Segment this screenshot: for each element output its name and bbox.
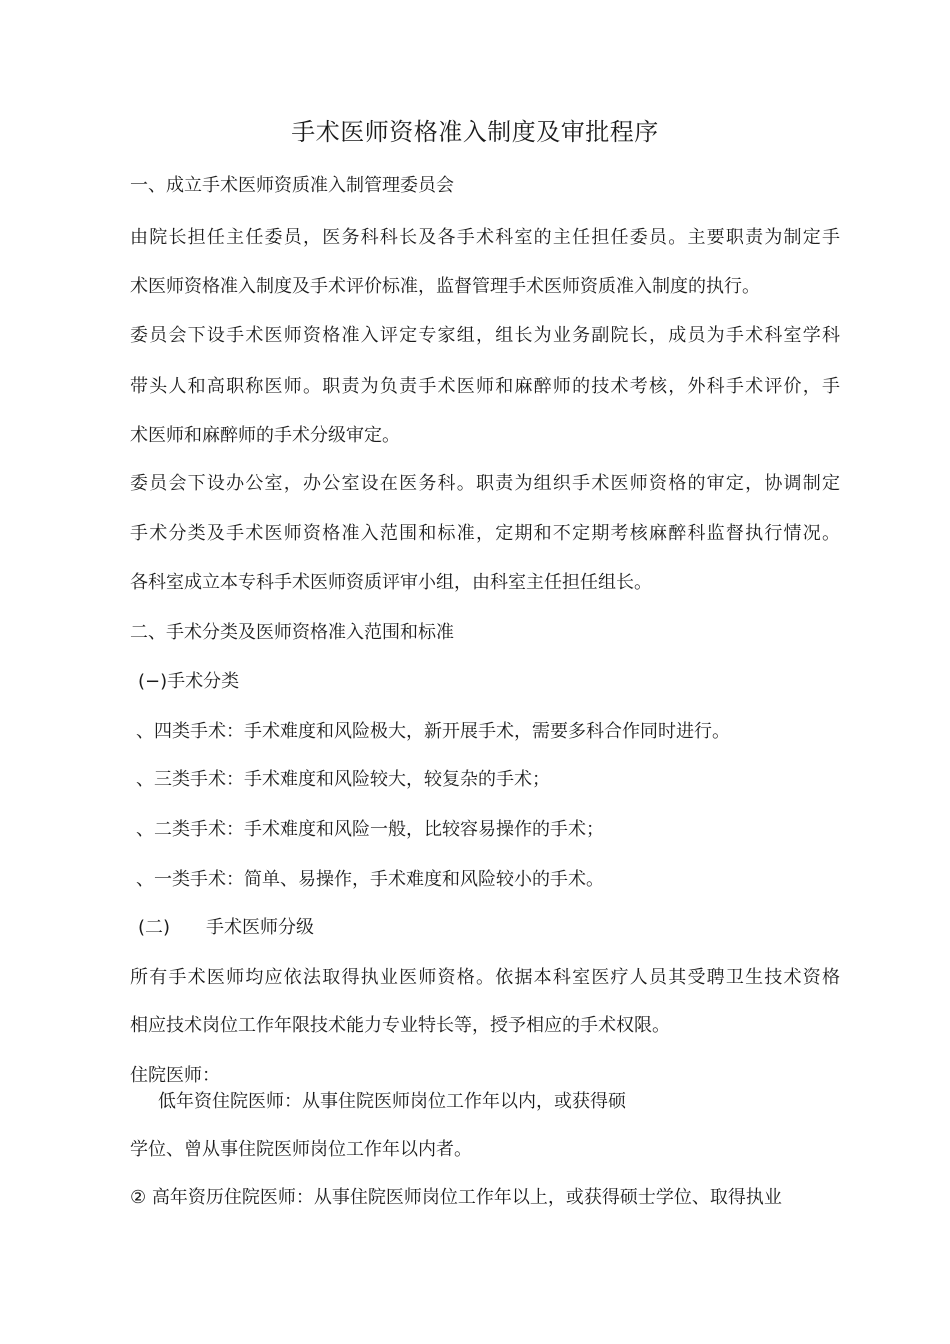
section1-p3-line1: 委员会下设办公室，办公室设在医务科。职责为组织手术医师资格的审定，协调制定 <box>130 473 840 494</box>
section2-heading: 二、手术分类及医师资格准入范围和标准 <box>130 622 454 643</box>
section1-p3-line2: 手术分类及手术医师资格准入范围和标准，定期和不定期考核麻醉科监督执行情况。 <box>130 523 840 544</box>
section1-p1-line2: 术医师资格准入制度及手术评价标准，监督管理手术医师资质准入制度的执行。 <box>130 276 760 297</box>
resident-senior: ② 高年资历住院医师：从事住院医师岗位工作年以上，或获得硕士学位、取得执业 <box>130 1187 782 1208</box>
section1-p2-line2: 带头人和高职称医师。职责为负责手术医师和麻醉师的技术考核，外科手术评价，手 <box>130 376 840 397</box>
list-item: 、四类手术：手术难度和风险极大，新开展手术，需要多科合作同时进行。 <box>136 721 730 742</box>
section2-p5-line1: 所有手术医师均应依法取得执业医师资格。依据本科室医疗人员其受聘卫生技术资格 <box>130 967 840 988</box>
section2-p5-line2: 相应技术岗位工作年限技术能力专业特长等，授予相应的手术权限。 <box>130 1015 670 1036</box>
resident-junior: 低年资住院医师：从事住院医师岗位工作年以内，或获得硕 <box>158 1091 626 1112</box>
subsection-surgery-classification: (−)手术分类 <box>138 671 240 692</box>
list-item: 、二类手术：手术难度和风险一般，比较容易操作的手术； <box>136 819 604 840</box>
subsection-surgeon-grading: 手术医师分级 <box>206 917 314 938</box>
list-item: 、一类手术：简单、易操作，手术难度和风险较小的手术。 <box>136 869 604 890</box>
section1-p2-line3: 术医师和麻醉师的手术分级审定。 <box>130 425 400 446</box>
document-title: 手术医师资格准入制度及审批程序 <box>291 118 659 146</box>
list-item: 、三类手术：手术难度和风险较大，较复杂的手术； <box>136 769 550 790</box>
section1-p1-line1: 由院长担任主任委员，医务科科长及各手术科室的主任担任委员。主要职责为制定手 <box>130 227 840 248</box>
resident-junior-continued: 学位、曾从事住院医师岗位工作年以内者。 <box>130 1139 472 1160</box>
resident-label: 住院医师： <box>130 1065 220 1086</box>
section1-heading: 一、成立手术医师资质准入制管理委员会 <box>130 175 454 196</box>
section1-p2-line1: 委员会下设手术医师资格准入评定专家组，组长为业务副院长，成员为手术科室学科 <box>130 325 840 346</box>
subsection-number: (二) <box>138 917 171 938</box>
section1-p4: 各科室成立本专科手术医师资质评审小组，由科室主任担任组长。 <box>130 572 652 593</box>
